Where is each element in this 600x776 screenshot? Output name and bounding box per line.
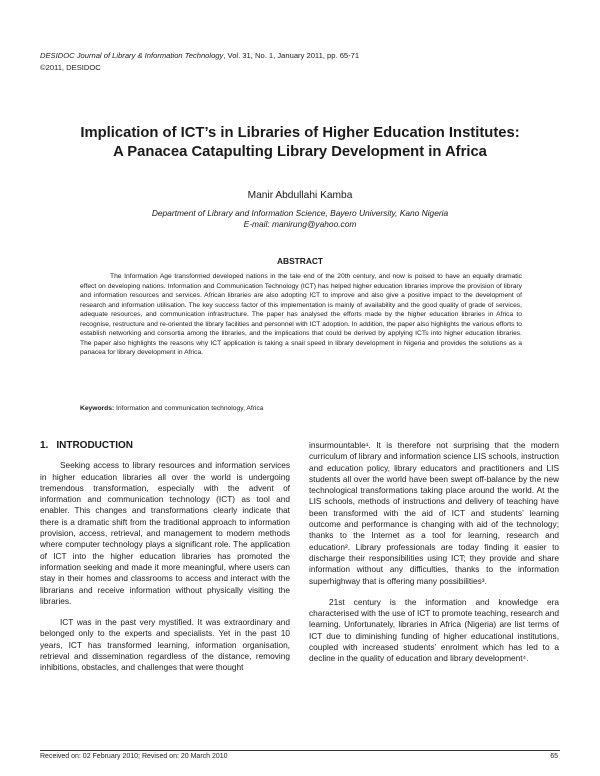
section-title: INTRODUCTION (56, 440, 134, 451)
abstract-heading: ABSTRACT (276, 256, 324, 266)
author-affiliation (40, 208, 560, 230)
body-paragraph: 21st century is the information and knowledge era characterised with the use of ICT to promote teaching, research and learning. Unfortunately, libraries in Africa (Nigeria) are list terms of ICT due to diminishing funding of higher educational institutions, coupled with increased students’ enrolment which has led to a decline in the quality of education and library development⁴. (309, 596, 559, 664)
journal-details: , Vol. 31, No. 1, January 2011, pp. 65-71 (223, 51, 360, 60)
body-paragraph: Seeking access to library resources and information services in higher education libraries all over the world is undergoing tremendous transformation, especially with the advent of information and communication technology (ICT) as tool and enabler. This changes and transformations clearly indicate that there is a dramatic shift from the traditional approach to information provision, access, retrieval, and management to modern methods where computer technology plays a significant role. The application of ICT into the higher education libraries has promoted the information seeking and made it more meaningful, where users can stay in their homes and classrooms to access and interact with the librarians and receive information without physically visiting the libraries. (40, 460, 290, 606)
abstract-text: The Information Age transformed developed nations in the tale end of the 20th century, and now is poised to have an equally dramatic effect on developing nations. Information and Communication Technology (ICT) has helped higher education libraries improve the provision of library and information resources and services. African libraries are also adopting ICT to improve and also give a positive impact to the development of research and information utilisation. The key success factor of this implementation is mainly of availability and the good quality of grade of services, adequate resources, and communication infrastructure. The paper has analysed the efforts made by the higher education libraries in Africa to recognise, restructure and re-oriented the library facilities and personnel with ICT adoption. In addition, the paper also highlights the various efforts to establish networking and consortia among the libraries, and the implications that could be derived by applying ICTs into higher education libraries. The paper also highlights the reasons why ICT application is taking a snail speed in library development in Nigeria and provides the solutions as a panacea for library development in Africa. (80, 273, 522, 356)
journal-name: DESIDOC Journal of Library & Information Technology (40, 51, 224, 60)
section-heading (40, 440, 290, 451)
page-number: 65 (550, 753, 558, 760)
footer-divider (40, 750, 560, 751)
body-paragraph: insurmountable¹. It is therefore not surprising that the modern curriculum of library and information science LIS schools, instruction and education policy, library educators and practitioners and LIS students all over the world have been swept off-balance by the new technological transformations taking place around the world. At the LIS schools, methods of instructions and delivery of teaching have been transformed with the aid of ICT and students’ learning outcome and performance is changing with aid of the technology; thanks to the Internet as a tool for learning, research and education². Library professionals are today finding it easier to discharge their responsibilities using ICT; they provide and share information without any difficulties, thanks to the information superhighway that is offering many possibilities³. (309, 440, 559, 586)
title-line-1: Implication of ICT’s in Libraries of Higher Education Institutes: (80, 125, 520, 141)
author-name: Manir Abdullahi Kamba (247, 190, 353, 201)
author-email: E-mail: manirung@yahoo.com (243, 219, 357, 229)
keywords (80, 404, 264, 414)
paper-title (40, 124, 560, 162)
affiliation-text: Department of Library and Information Science, Bayero University, Kano Nigeria (151, 208, 449, 218)
body-paragraph: ICT was in the past very mystified. It was extraordinary and belonged only to the experts and specialists. Yet in the past 10 years, ICT has transformed learning, information organisation, retrieval and dissemination regardless of the distance, removing inhibitions, obstacles, and challenges that were thought (40, 617, 290, 673)
keywords-text: Information and communication technology, Africa (114, 405, 264, 412)
received-dates: Received on: 02 February 2010; Revised on: 20 March 2010 (40, 753, 228, 760)
keywords-label: Keywords: (80, 405, 115, 412)
right-column (309, 440, 559, 665)
copyright-notice: ©2011, DESIDOC (40, 63, 101, 72)
title-line-2: A Panacea Catapulting Library Development in Africa (113, 144, 487, 160)
section-number: 1. (40, 440, 49, 451)
left-column (40, 440, 290, 674)
journal-citation (40, 51, 359, 61)
